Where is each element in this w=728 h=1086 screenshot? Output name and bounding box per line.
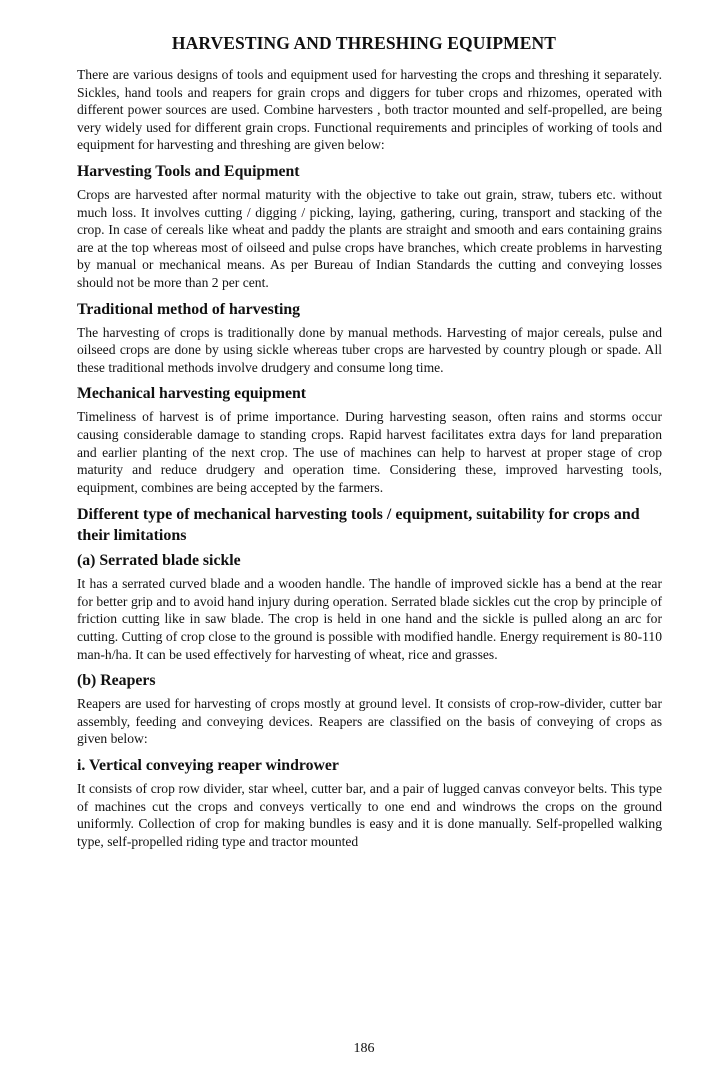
- section-heading-mechanical: Mechanical harvesting equipment: [77, 385, 307, 403]
- section-heading-tools: Harvesting Tools and Equipment: [77, 162, 300, 180]
- section-heading-sickle: (a) Serrated blade sickle: [77, 552, 241, 570]
- section-text-mechanical: Timeliness of harvest is of prime importance. During harvesting season, often rains and storms occur causing considerable damage to standing crops. Rapid harvest facilitates extra days for land preparation and earlier planting of the next crop. The use of machines can help to harvest at proper stage of crop maturity and reduce drudgery and operation time. Considering these, improved harvesting tools, equipment, combines are being accepted by the farmers.: [77, 409, 662, 495]
- intro-paragraph: There are various designs of tools and equipment used for harvesting the crops and threshing it separately. Sickles, hand tools and reapers for grain crops and diggers for tuber crops and rhizomes, operated with different power sources are used. Combine harvesters , both tractor mounted and self-propelled, are being very widely used for different grain crops. Functional requirements and principles of working of tools and equipment for harvesting and threshing are given below:: [77, 67, 662, 153]
- section-text-reapers: Reapers are used for harvesting of crops mostly at ground level. It consists of crop-row-divider, cutter bar assembly, feeding and conveying devices. Reapers are classified on the basis of conveying of crops as given below:: [77, 696, 662, 747]
- section-heading-reapers: (b) Reapers: [77, 672, 156, 690]
- section-heading-traditional: Traditional method of harvesting: [77, 300, 301, 318]
- section-heading-windrower: i. Vertical conveying reaper windrower: [77, 757, 339, 775]
- section-heading-types: Different type of mechanical harvesting tools / equipment, suitability for crops and their limitations: [77, 506, 640, 545]
- section-text-tools: Crops are harvested after normal maturity with the objective to take out grain, straw, tubers etc. without much loss. It involves cutting / digging / picking, laying, gathering, curing, transport and stacking of the crop. In case of cereals like wheat and paddy the plants are straight and smooth and ears containing grains are at the top whereas most of oilseed and pulse crops have branches, which create problems in harvesting by manual or mechanical means. As per Bureau of Indian Standards the cutting and conveying losses should not be more than 2 per cent.: [77, 186, 662, 290]
- page-number: 186: [353, 1041, 375, 1056]
- section-text-traditional: The harvesting of crops is traditionally done by manual methods. Harvesting of major cereals, pulse and oilseed crops are done by using sickle whereas tuber crops are harvested by country plough or spade. All these traditional methods involve drudgery and consume long time.: [77, 324, 662, 375]
- section-text-sickle: It has a serrated curved blade and a wooden handle. The handle of improved sickle has a bend at the rear for better grip and to avoid hand injury during operation. Serrated blade sickles cut the crop by principle of friction cutting like in saw blade. The crop is held in one hand and the sickle is pulled along an arc for cutting. Cutting of crop close to the ground is possible with modified handle. Energy requirement is 80-110 man-h/ha. It can be used effectively for harvesting of wheat, rice and grasses.: [77, 576, 662, 662]
- section-text-windrower: It consists of crop row divider, star wheel, cutter bar, and a pair of lugged canvas conveyor belts. This type of machines cut the crops and conveys vertically to one end and windrows the crops on the ground uniformly. Collection of crop for making bundles is easy and it is done manually. Self-propelled walking type, self-propelled riding type and tractor mounted: [77, 781, 662, 849]
- page-title: HARVESTING AND THRESHING EQUIPMENT: [171, 33, 557, 53]
- page-content: [77, 66, 662, 858]
